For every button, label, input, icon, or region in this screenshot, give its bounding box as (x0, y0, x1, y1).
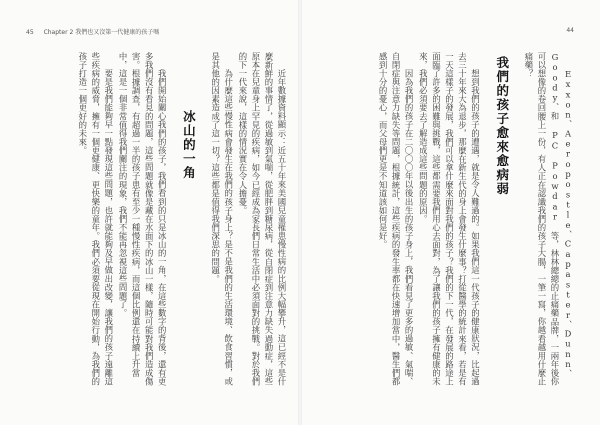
chapter-title: 我們也又沒第一代健康的孩子嗎 (75, 29, 160, 36)
right-page-body (312, 52, 574, 392)
paragraph: 為什麼這些慢性病會發生在我們的孩子身上？是不是我們的生活環境、飲食習慣，或是其他的因素造成了這一切？這些都是值得我們深思的問題。 (210, 52, 234, 386)
book-gutter (298, 0, 302, 425)
paragraph: 要是我們能夠早一點發現這些問題，也許就能夠及早做出改變，讓我們的孩子遠離這些疾病的威脅，擁有一個更健康、更快樂的童年。我們必須要從現在開始行動，為我們的孩子打造一個更好的未來。 (77, 52, 114, 386)
section-heading-weaker-children: 我們的孩子愈來愈病弱 (494, 56, 510, 196)
page-number-right: 44 (566, 27, 574, 34)
left-page-body (26, 52, 288, 392)
running-head-left (26, 27, 159, 36)
paragraph: Exxon、Aeropostle、Capaster、Dunn、Goody、和 PC Powdar 等，林林總總的止痛藥品牌，一兩年後你可以想像的卷回腰上一份，有人正在認識我們的孩子大腸，一筆一寫，你越看越用什麼止痛藥？ (523, 52, 573, 386)
paragraph: 近年數據資料顯示：近五十年來美國兒童罹患慢性病的比例大幅攀升，這已經不是什麼新鮮的事情了，從過敏到氣喘，從肥胖到糖尿病，從自閉症到注意力缺失過動症，這些原本在兒童身上罕見的疾病，如今已經成為家長們日常生活中必須面對的挑戰。對於我們的下一代來說，這樣的情況實在令人擔憂。 (237, 52, 287, 386)
paragraph: 因為我們的孩子在二〇〇〇年以後出生的孩子身上，我們看見了更多的過敏、氣喘、自閉症與注意力缺失等問題，根據統計，這些疾病的發生率都在快速增加當中，醫生們都感到十分的憂心，而父母們更是不知道該如何是好。 (378, 52, 415, 386)
chapter-label: Chapter 2 (43, 29, 74, 36)
section-heading-tip-of-iceberg: 冰山的一角 (181, 110, 197, 180)
paragraph: 我們開始關心我們的孩子，我們看到的只是冰山的一角，在這些數字的背後，還有更多我們沒有看見的問題，這些問題就像是藏在水面下的冰山一樣，隨時可能對我們造成傷害。根據調查，有超過一半的孩子患有至少一種慢性疾病，而這個比例還在持續上升當中，這是一個非常值得我們關注的現象，我們不能再忽視這些問題了。 (118, 52, 168, 386)
paragraph: 想到我們的孩子的遭遇，就是令人難過的。如果我們這一代孩子的健康狀況，比起過去三十年來大為退步，那麼在新生代的身上會發生什麼事？打從醫學的統計來看，若是有一天這樣子的發展，我們可以拿什麼來面對我們的孩子？我們的下一代，在發展的路途上面臨了許多的困難與挑戰，這些都需要我們用心去面對，為了讓我們的孩子擁有健康的未來，我們必須要去了解造成這些問題的原因。 (418, 52, 481, 386)
page-number-left: 45 (26, 29, 34, 36)
running-head-right (566, 27, 574, 34)
